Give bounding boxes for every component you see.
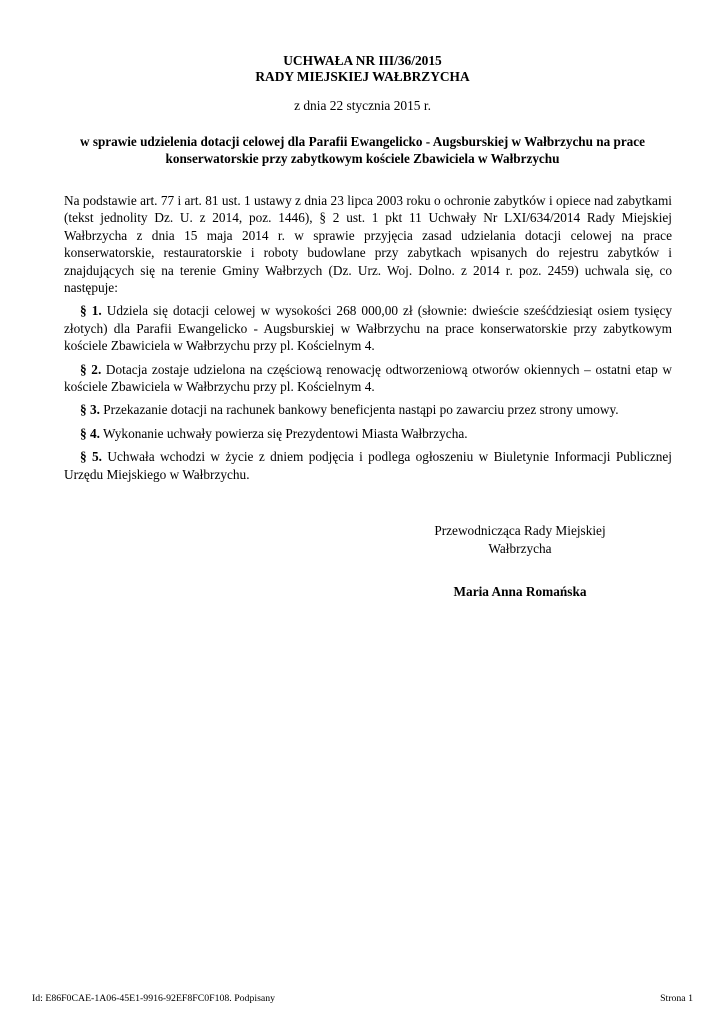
- page-number: Strona 1: [660, 993, 693, 1004]
- section-2-mark: § 2.: [80, 361, 102, 377]
- preamble: [64, 192, 672, 296]
- section-5-text: Uchwała wchodzi w życie z dniem podjęcia i podlega ogłoszeniu w Biuletynie Informacji Publicznej Urzędu Miejskiego w Wałbrzychu.: [64, 449, 672, 482]
- section-4: [64, 425, 672, 442]
- resolution-body: [64, 192, 672, 483]
- section-3-text: Przekazanie dotacji na rachunek bankowy beneficjenta nastąpi po zawarciu przez strony umowy.: [99, 402, 619, 418]
- section-4-mark: § 4.: [80, 425, 100, 441]
- section-2-text: Dotacja zostaje udzielona na częściową renowację odtworzeniową otworów okiennych – ostatni etap w kościele Zbawiciela w Wałbrzychu przy pl. Kościelnym 4.: [64, 361, 672, 395]
- resolution-date: z dnia 22 stycznia 2015 r.: [294, 98, 431, 113]
- section-5: [64, 448, 672, 483]
- signatory-role: Przewodnicząca Rady Miejskiej: [434, 523, 606, 538]
- section-1-mark: § 1.: [80, 303, 102, 319]
- council-name: RADY MIEJSKIEJ WAŁBRZYCHA: [255, 69, 470, 84]
- subject-line-1: w sprawie udzielenia dotacji celowej dla Parafii Ewangelicko - Augsburskiej w Wałbrzychu na prace: [80, 134, 645, 149]
- resolution-number: UCHWAŁA NR III/36/2015: [283, 53, 442, 68]
- section-4-text: Wykonanie uchwały powierza się Prezydentowi Miasta Wałbrzycha.: [99, 425, 468, 441]
- document-id: Id: E86F0CAE-1A06-45E1-9916-92EF8FC0F108. Podpisany: [32, 993, 276, 1004]
- section-1: [64, 302, 672, 354]
- section-3-mark: § 3.: [80, 402, 100, 418]
- signatory-name: Maria Anna Romańska: [453, 584, 587, 599]
- section-3: [64, 401, 672, 418]
- section-2: [64, 361, 672, 396]
- subject-line-2: konserwatorskie przy zabytkowym kościele Zbawiciela w Wałbrzychu: [165, 151, 560, 166]
- signature-block: [400, 522, 640, 558]
- signatory-city: Wałbrzycha: [488, 541, 552, 556]
- preamble-text: Na podstawie art. 77 i art. 81 ust. 1 ustawy z dnia 23 lipca 2003 roku o ochronie zabytków i opiece nad zabytkami (tekst jednolity Dz. U. z 2014, poz. 1446), § 2 ust. 1 pkt 11 Uchwały Nr LXI/634/2014 Rady Miejskiej Wałbrzycha z dnia 15 maja 2014 r. w sprawie przyjęcia zasad udzielania dotacji celowej na prace konserwatorskie, restauratorskie i roboty budowlane przy zabytkach wpisanych do rejestru zabytków i znajdujących się na terenie Gminy Wałbrzych (Dz. Urz. Woj. Dolno. z 2014 r. poz. 2459) uchwala się, co następuje:: [64, 193, 672, 296]
- section-5-mark: § 5.: [80, 449, 102, 465]
- section-1-text: Udziela się dotacji celowej w wysokości 268 000,00 zł (słownie: dwieście sześćdziesiąt osiem tysięcy złotych) dla Parafii Ewangelicko - Augsburskiej w Wałbrzychu na prace konserwatorskie przy zabytkowym kościele Zbawiciela w Wałbrzychu przy pl. Kościelnym 4.: [64, 303, 672, 354]
- subject-heading: [70, 133, 655, 167]
